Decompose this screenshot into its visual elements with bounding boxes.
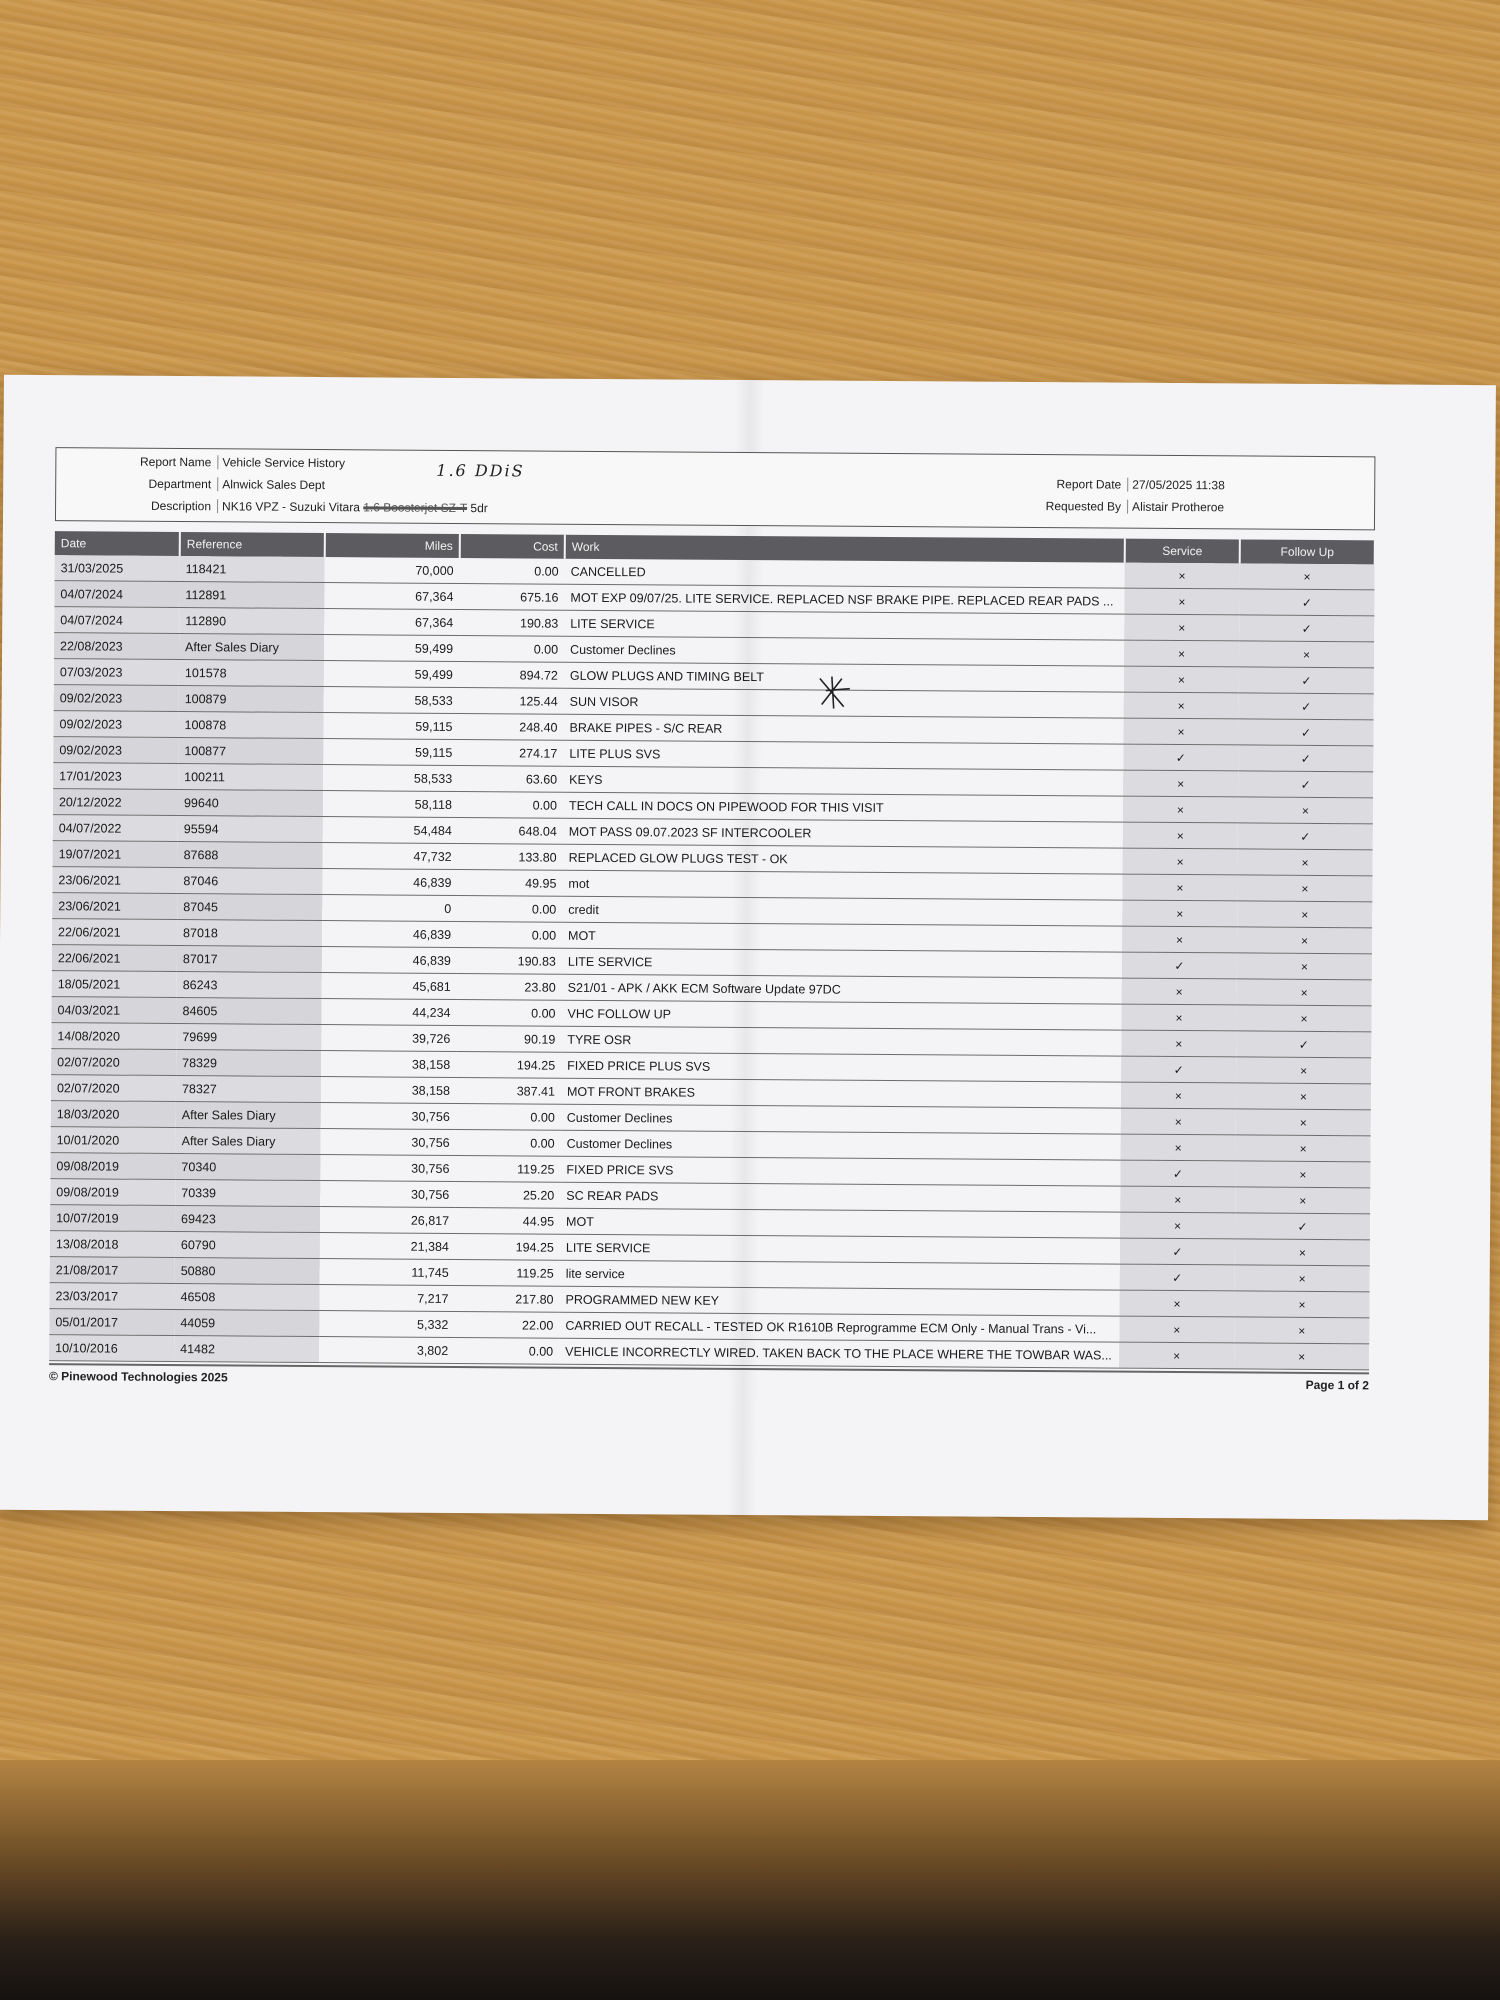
description-row	[116, 499, 488, 516]
cell-date: 07/03/2023	[54, 659, 179, 686]
cell-service: ×	[1121, 1030, 1236, 1057]
cell-date: 02/07/2020	[51, 1049, 176, 1076]
cell-date: 04/03/2021	[51, 997, 176, 1024]
cell-cost: 217.80	[454, 1285, 559, 1312]
cell-work: REPLACED GLOW PLUGS TEST - OK	[563, 844, 1123, 874]
cell-ref: 70339	[175, 1180, 320, 1207]
cell-cost: 274.17	[458, 739, 563, 766]
cell-cost: 90.19	[456, 1025, 561, 1052]
cell-follow: ×	[1236, 1109, 1371, 1136]
cell-work: LITE PLUS SVS	[563, 740, 1123, 770]
department-value: Alnwick Sales Dept	[222, 477, 325, 493]
col-service: Service	[1125, 539, 1240, 564]
cell-ref: 60790	[175, 1232, 320, 1259]
cell-cost: 0.00	[454, 1337, 559, 1364]
cell-ref: 87045	[177, 894, 322, 921]
cell-ref: 69423	[175, 1206, 320, 1233]
cell-service: ×	[1121, 1082, 1236, 1109]
cell-date: 05/01/2017	[49, 1309, 174, 1336]
cell-miles: 45,681	[322, 973, 457, 1000]
report-date-value: 27/05/2025 11:38	[1132, 477, 1225, 493]
cell-date: 19/07/2021	[53, 841, 178, 868]
cell-cost: 125.44	[459, 687, 564, 714]
cell-miles: 7,217	[319, 1285, 454, 1312]
cell-cost: 0.00	[456, 999, 561, 1026]
cell-ref: 95594	[178, 816, 323, 843]
cell-follow: ✓	[1238, 745, 1373, 772]
report-content	[49, 447, 1376, 1392]
cell-work: MOT PASS 09.07.2023 SF INTERCOOLER	[563, 818, 1123, 848]
cell-follow: ×	[1234, 1291, 1369, 1318]
description-prefix: NK16 VPZ - Suzuki Vitara	[222, 499, 360, 515]
cell-ref: 87688	[178, 842, 323, 869]
col-date: Date	[55, 531, 180, 556]
report-date-row	[1026, 477, 1225, 492]
cell-cost: 248.40	[458, 713, 563, 740]
cell-work: CARRIED OUT RECALL - TESTED OK R1610B Reprogramme ECM Only - Manual Trans - Vi...	[559, 1312, 1119, 1342]
cell-work: CANCELLED	[565, 559, 1125, 588]
cell-service: ×	[1124, 588, 1239, 615]
cell-date: 22/06/2021	[52, 919, 177, 946]
cell-ref: 100877	[178, 738, 323, 765]
cell-follow: ×	[1240, 563, 1375, 589]
cell-work: mot	[562, 870, 1122, 900]
cell-work: lite service	[560, 1260, 1120, 1290]
cell-date: 02/07/2020	[51, 1075, 176, 1102]
cell-miles: 47,732	[323, 843, 458, 870]
requested-by-row	[1026, 499, 1224, 514]
cell-work: VHC FOLLOW UP	[561, 1000, 1121, 1030]
cell-ref: 112890	[179, 608, 324, 635]
cell-work: VEHICLE INCORRECTLY WIRED. TAKEN BACK TO THE PLACE WHERE THE TOWBAR WAS...	[559, 1338, 1119, 1368]
cell-service: ✓	[1120, 1264, 1235, 1291]
cell-date: 09/08/2019	[50, 1179, 175, 1206]
table-body	[49, 555, 1375, 1370]
cell-service: ✓	[1123, 744, 1238, 771]
cell-service: ×	[1123, 770, 1238, 797]
cell-miles: 70,000	[325, 557, 460, 583]
cell-service: ×	[1124, 614, 1239, 641]
cell-date: 18/03/2020	[51, 1101, 176, 1128]
report-name-row	[116, 455, 345, 471]
cell-service: ×	[1120, 1186, 1235, 1213]
cell-ref: After Sales Diary	[179, 634, 324, 661]
cell-work: credit	[562, 896, 1122, 926]
service-history-table	[49, 531, 1376, 1370]
cell-work: BRAKE PIPES - S/C REAR	[563, 714, 1123, 744]
col-miles: Miles	[325, 533, 460, 558]
cell-miles: 44,234	[321, 999, 456, 1026]
cell-cost: 648.04	[458, 817, 563, 844]
cell-ref: 84605	[176, 998, 321, 1025]
cell-ref: 79699	[176, 1024, 321, 1051]
cell-cost: 0.00	[456, 1103, 561, 1130]
cell-miles: 30,756	[320, 1181, 455, 1208]
cell-ref: 46508	[174, 1284, 319, 1311]
cell-date: 10/07/2019	[50, 1205, 175, 1232]
cell-cost: 0.00	[460, 558, 565, 584]
cell-date: 13/08/2018	[50, 1231, 175, 1258]
handwritten-note: 1.6 DDiS	[436, 460, 525, 481]
cell-follow: ×	[1235, 1265, 1370, 1292]
cell-miles: 30,756	[320, 1155, 455, 1182]
cell-miles: 59,499	[324, 661, 459, 688]
cell-service: ×	[1121, 1108, 1236, 1135]
cell-follow: ×	[1236, 1083, 1371, 1110]
cell-work: GLOW PLUGS AND TIMING BELT	[564, 662, 1124, 692]
cell-date: 10/01/2020	[51, 1127, 176, 1154]
cell-cost: 119.25	[455, 1259, 560, 1286]
cell-miles: 38,158	[321, 1077, 456, 1104]
col-cost: Cost	[460, 534, 565, 559]
cell-miles: 11,745	[320, 1259, 455, 1286]
cell-service: ×	[1125, 563, 1240, 589]
cell-ref: 87046	[177, 868, 322, 895]
handwritten-mark	[814, 674, 854, 710]
cell-service: ×	[1123, 796, 1238, 823]
cell-miles: 0	[322, 895, 457, 922]
cell-work: Customer Declines	[561, 1130, 1121, 1160]
cell-follow: ✓	[1239, 693, 1374, 720]
cell-follow: ✓	[1239, 589, 1374, 616]
cell-miles: 3,802	[319, 1337, 454, 1364]
cell-follow: ✓	[1238, 771, 1373, 798]
cell-work: MOT EXP 09/07/25. LITE SERVICE. REPLACED NSF BRAKE PIPE. REPLACED REAR PADS ...	[564, 584, 1124, 614]
cell-follow: ×	[1239, 641, 1374, 668]
cell-miles: 67,364	[324, 583, 459, 610]
cell-cost: 63.60	[458, 765, 563, 792]
cell-cost: 0.00	[457, 895, 562, 922]
cell-service: ✓	[1122, 952, 1237, 979]
cell-date: 14/08/2020	[51, 1023, 176, 1050]
cell-service: ×	[1123, 822, 1238, 849]
cell-work: S21/01 - APK / AKK ECM Software Update 97DC	[562, 974, 1122, 1004]
cell-cost: 894.72	[459, 661, 564, 688]
cell-work: Customer Declines	[561, 1104, 1121, 1134]
cell-miles: 67,364	[324, 609, 459, 636]
cell-miles: 59,499	[324, 635, 459, 662]
cell-date: 09/02/2023	[53, 711, 178, 738]
cell-service: ✓	[1120, 1238, 1235, 1265]
cell-date: 04/07/2022	[53, 815, 178, 842]
cell-follow: ×	[1237, 927, 1372, 954]
cell-ref: 87017	[177, 946, 322, 973]
cell-service: ×	[1119, 1316, 1234, 1343]
requested-by-value: Alistair Protheroe	[1132, 499, 1225, 515]
cell-date: 17/01/2023	[53, 763, 178, 790]
printed-report-sheet	[0, 375, 1496, 1520]
cell-cost: 49.95	[457, 869, 562, 896]
department-label: Department	[116, 477, 218, 492]
cell-miles: 39,726	[321, 1025, 456, 1052]
cell-miles: 46,839	[322, 947, 457, 974]
cell-miles: 58,118	[323, 791, 458, 818]
cell-follow: ×	[1237, 875, 1372, 902]
cell-service: ×	[1120, 1212, 1235, 1239]
cell-ref: 87018	[177, 920, 322, 947]
cell-miles: 58,533	[324, 687, 459, 714]
cell-follow: ✓	[1235, 1213, 1370, 1240]
description-label: Description	[116, 499, 218, 514]
cell-date: 10/10/2016	[49, 1335, 174, 1362]
cell-service: ×	[1124, 666, 1239, 693]
cell-follow: ×	[1235, 1239, 1370, 1266]
cell-cost: 0.00	[459, 635, 564, 662]
cell-work: FIXED PRICE SVS	[560, 1156, 1120, 1186]
cell-work: MOT	[560, 1208, 1120, 1238]
cell-service: ✓	[1120, 1160, 1235, 1187]
cell-ref: After Sales Diary	[176, 1128, 321, 1155]
cell-follow: ×	[1235, 1187, 1370, 1214]
cell-cost: 190.83	[459, 609, 564, 636]
col-work: Work	[565, 535, 1125, 563]
cell-date: 22/06/2021	[52, 945, 177, 972]
cell-work: TYRE OSR	[561, 1026, 1121, 1056]
cell-date: 09/08/2019	[50, 1153, 175, 1180]
report-name-value: Vehicle Service History	[222, 455, 346, 471]
cell-ref: 70340	[175, 1154, 320, 1181]
cell-ref: 100211	[178, 764, 323, 791]
cell-miles: 46,839	[322, 869, 457, 896]
cell-follow: ×	[1234, 1343, 1369, 1370]
cell-work: TECH CALL IN DOCS ON PIPEWOOD FOR THIS VISIT	[563, 792, 1123, 822]
cell-cost: 23.80	[457, 973, 562, 1000]
cell-follow: ×	[1236, 1005, 1371, 1032]
cell-ref: 50880	[175, 1258, 320, 1285]
cell-follow: ✓	[1238, 719, 1373, 746]
cell-miles: 59,115	[323, 739, 458, 766]
cell-follow: ✓	[1238, 823, 1373, 850]
cell-follow: ×	[1236, 1057, 1371, 1084]
cell-follow: ×	[1236, 1135, 1371, 1162]
cell-date: 22/08/2023	[54, 633, 179, 660]
cell-cost: 133.80	[458, 843, 563, 870]
requested-by-label: Requested By	[1026, 499, 1128, 514]
cell-service: ×	[1122, 900, 1237, 927]
cell-date: 04/07/2024	[54, 607, 179, 634]
cell-work: SUN VISOR	[564, 688, 1124, 718]
cell-miles: 46,839	[322, 921, 457, 948]
cell-date: 04/07/2024	[54, 581, 179, 608]
cell-work: MOT	[562, 922, 1122, 952]
cell-date: 09/02/2023	[54, 685, 179, 712]
cell-ref: 78329	[176, 1050, 321, 1077]
col-reference: Reference	[180, 532, 325, 557]
cell-cost: 0.00	[457, 921, 562, 948]
cell-cost: 194.25	[456, 1051, 561, 1078]
cell-cost: 387.41	[456, 1077, 561, 1104]
cell-service: ×	[1124, 640, 1239, 667]
department-row	[116, 477, 325, 492]
cell-follow: ×	[1237, 979, 1372, 1006]
cell-work: LITE SERVICE	[564, 610, 1124, 640]
cell-service: ×	[1123, 718, 1238, 745]
cell-service: ×	[1122, 926, 1237, 953]
cell-cost: 22.00	[454, 1311, 559, 1338]
cell-ref: 101578	[179, 660, 324, 687]
cell-cost: 194.25	[455, 1233, 560, 1260]
description-suffix: 5dr	[470, 501, 488, 516]
report-date-label: Report Date	[1026, 477, 1128, 492]
cell-follow: ✓	[1239, 615, 1374, 642]
cell-miles: 30,756	[321, 1129, 456, 1156]
cell-ref: 112891	[179, 582, 324, 609]
cell-cost: 675.16	[459, 583, 564, 610]
cell-follow: ×	[1238, 849, 1373, 876]
cell-follow: ×	[1238, 797, 1373, 824]
cell-miles: 54,484	[323, 817, 458, 844]
cell-service: ×	[1123, 848, 1238, 875]
page-indicator: Page 1 of 2	[1305, 1377, 1370, 1393]
cell-follow: ×	[1235, 1161, 1370, 1188]
cell-ref: 86243	[177, 972, 322, 999]
cell-miles: 5,332	[319, 1311, 454, 1338]
cell-service: ×	[1121, 1004, 1236, 1031]
description-struck: 1.6 Boosterjet SZ-T	[363, 500, 468, 516]
cell-work: LITE SERVICE	[562, 948, 1122, 978]
cell-work: PROGRAMMED NEW KEY	[559, 1286, 1119, 1316]
cell-ref: 99640	[178, 790, 323, 817]
cell-date: 20/12/2022	[53, 789, 178, 816]
cell-cost: 0.00	[458, 791, 563, 818]
cell-ref: 41482	[174, 1336, 319, 1363]
cell-cost: 190.83	[457, 947, 562, 974]
floor-background	[0, 1760, 1500, 2000]
cell-follow: ×	[1234, 1317, 1369, 1344]
cell-ref: 118421	[180, 556, 325, 583]
report-header	[55, 447, 1375, 530]
cell-service: ×	[1119, 1342, 1234, 1369]
cell-date: 21/08/2017	[50, 1257, 175, 1284]
description-value	[218, 499, 488, 515]
cell-date: 09/02/2023	[53, 737, 178, 764]
cell-miles: 58,533	[323, 765, 458, 792]
report-name-label: Report Name	[116, 455, 218, 470]
cell-work: LITE SERVICE	[560, 1234, 1120, 1264]
cell-miles: 26,817	[320, 1207, 455, 1234]
cell-miles: 59,115	[323, 713, 458, 740]
cell-follow: ✓	[1236, 1031, 1371, 1058]
cell-service: ×	[1119, 1290, 1234, 1317]
cell-work: KEYS	[563, 766, 1123, 796]
cell-ref: 100879	[179, 686, 324, 713]
col-follow-up: Follow Up	[1240, 539, 1375, 564]
cell-work: Customer Declines	[564, 636, 1124, 666]
cell-service: ✓	[1121, 1056, 1236, 1083]
cell-date: 31/03/2025	[55, 555, 180, 581]
cell-date: 18/05/2021	[52, 971, 177, 998]
cell-cost: 119.25	[455, 1155, 560, 1182]
cell-ref: 100878	[178, 712, 323, 739]
cell-work: SC REAR PADS	[560, 1182, 1120, 1212]
cell-ref: After Sales Diary	[176, 1102, 321, 1129]
cell-cost: 25.20	[455, 1181, 560, 1208]
cell-miles: 30,756	[321, 1103, 456, 1130]
cell-service: ×	[1121, 1134, 1236, 1161]
cell-miles: 38,158	[321, 1051, 456, 1078]
cell-follow: ×	[1237, 901, 1372, 928]
cell-cost: 0.00	[456, 1129, 561, 1156]
cell-work: MOT FRONT BRAKES	[561, 1078, 1121, 1108]
cell-date: 23/03/2017	[49, 1283, 174, 1310]
copyright-text: © Pinewood Technologies 2025	[48, 1369, 228, 1385]
cell-work: FIXED PRICE PLUS SVS	[561, 1052, 1121, 1082]
cell-service: ×	[1122, 978, 1237, 1005]
cell-ref: 78327	[176, 1076, 321, 1103]
cell-service: ×	[1124, 692, 1239, 719]
cell-date: 23/06/2021	[52, 893, 177, 920]
cell-date: 23/06/2021	[52, 867, 177, 894]
cell-cost: 44.95	[455, 1207, 560, 1234]
cell-follow: ✓	[1239, 667, 1374, 694]
cell-follow: ×	[1237, 953, 1372, 980]
cell-ref: 44059	[174, 1310, 319, 1337]
cell-miles: 21,384	[320, 1233, 455, 1260]
cell-service: ×	[1122, 874, 1237, 901]
